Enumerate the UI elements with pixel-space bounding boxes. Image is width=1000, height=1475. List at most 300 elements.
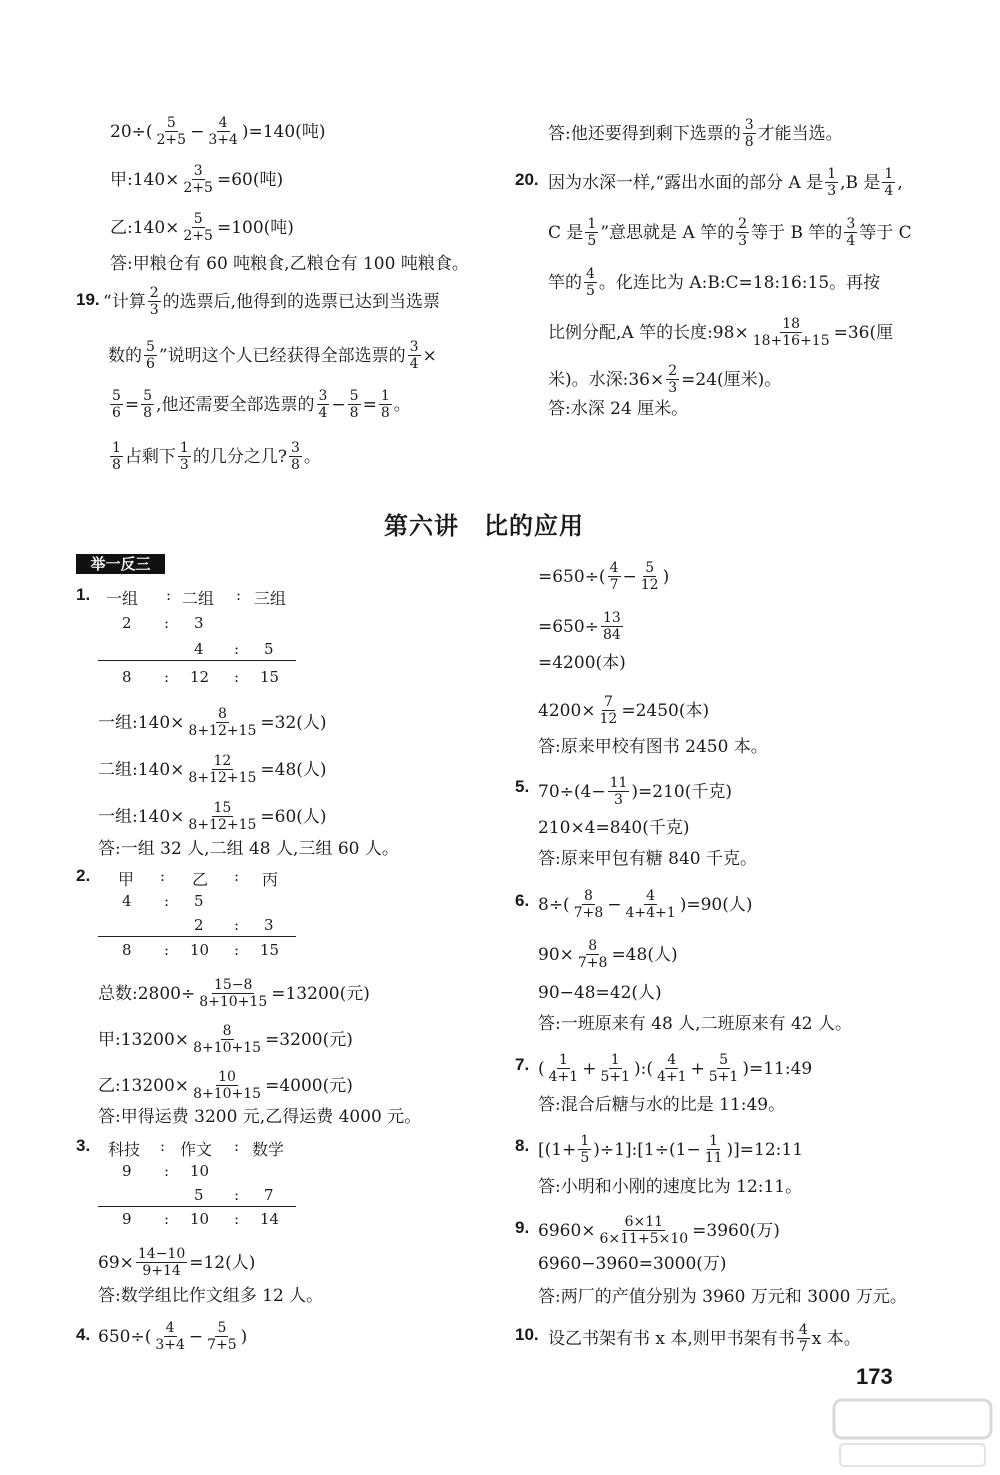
ratio-cell: : bbox=[234, 1186, 240, 1204]
fraction bbox=[191, 1023, 263, 1056]
ratio-cell: : bbox=[164, 1210, 170, 1228]
expr-text: “计算 bbox=[103, 291, 146, 312]
calc-line: 6960−3960=3000(万) bbox=[538, 1254, 727, 1274]
expr-text: − bbox=[331, 394, 346, 415]
expr-text: =2450(本) bbox=[621, 700, 710, 721]
ratio-cell: 15 bbox=[260, 941, 280, 959]
fraction bbox=[751, 316, 832, 349]
expr-text: 乙:140× bbox=[110, 217, 180, 238]
ratio-header: 作文 bbox=[180, 1140, 213, 1159]
denominator: 5 bbox=[580, 1150, 590, 1166]
question-number: 8. bbox=[515, 1136, 530, 1155]
ratio-colon: : bbox=[234, 867, 240, 885]
fraction bbox=[572, 888, 606, 921]
calc-line: 210×4=840(千克) bbox=[538, 818, 690, 838]
expr-text: 4200× bbox=[538, 700, 596, 721]
denominator: 8 bbox=[349, 405, 359, 421]
q20-line-5 bbox=[548, 363, 781, 396]
numerator: 3 bbox=[744, 117, 754, 133]
fraction bbox=[191, 1069, 263, 1102]
ratio-colon: : bbox=[234, 1137, 240, 1155]
fraction bbox=[608, 775, 630, 808]
expr-text: 答:他还要得到剩下选票的 bbox=[548, 123, 741, 144]
denominator: 8 bbox=[143, 405, 153, 421]
numerator: 1 bbox=[587, 216, 597, 232]
numerator: 18 bbox=[782, 316, 801, 332]
fraction bbox=[601, 610, 623, 643]
expr-text: [(1+ bbox=[538, 1139, 577, 1160]
ratio-cell: 7 bbox=[264, 1186, 274, 1204]
answer-line: 答:数学组比作文组多 12 人。 bbox=[98, 1286, 324, 1306]
fraction bbox=[181, 163, 215, 196]
ratio-cell: 3 bbox=[264, 916, 274, 934]
fraction bbox=[584, 266, 597, 299]
ratio-header: 乙 bbox=[192, 870, 209, 889]
expr-text: =48(人) bbox=[611, 944, 678, 965]
fraction bbox=[624, 888, 678, 921]
calc-line bbox=[548, 1322, 861, 1355]
q19-line-2 bbox=[108, 339, 437, 372]
ratio-header: 一组 bbox=[106, 589, 139, 608]
answer-line: 答:甲粮仓有 60 吨粮食,乙粮仓有 100 吨粮食。 bbox=[110, 254, 469, 274]
ratio-cell: 8 bbox=[122, 668, 132, 686]
denominator: 7 bbox=[798, 1339, 808, 1355]
denominator: 12 bbox=[599, 711, 618, 727]
q19-line-1 bbox=[103, 285, 440, 318]
fraction bbox=[186, 706, 258, 739]
calc-line: 90−48=42(人) bbox=[538, 983, 662, 1003]
denominator: 2+5 bbox=[183, 228, 213, 244]
ratio-cell: : bbox=[164, 668, 170, 686]
ratio-cell: 14 bbox=[260, 1210, 280, 1228]
numerator: 3 bbox=[318, 388, 328, 404]
fraction bbox=[655, 1052, 689, 1085]
ratio-cell: : bbox=[234, 640, 240, 658]
fraction bbox=[136, 1246, 187, 1279]
numerator: 2 bbox=[149, 285, 159, 301]
fraction bbox=[576, 938, 610, 971]
numerator: 8 bbox=[222, 1023, 232, 1039]
expr-text: )=11:49 bbox=[742, 1058, 813, 1079]
calc-line bbox=[98, 1246, 255, 1279]
expr-text: )=140(吨) bbox=[241, 121, 326, 142]
fraction bbox=[141, 388, 154, 421]
expr-text: 20÷( bbox=[110, 121, 153, 142]
calc-line bbox=[98, 706, 327, 739]
fraction bbox=[110, 388, 123, 421]
numerator: 7 bbox=[603, 694, 613, 710]
denominator: 5 bbox=[586, 283, 595, 299]
numerator: 5 bbox=[719, 1052, 729, 1068]
fraction bbox=[578, 1133, 591, 1166]
fraction bbox=[379, 388, 392, 421]
ratio-cell: : bbox=[234, 1210, 240, 1228]
expr-text: − bbox=[188, 1326, 204, 1347]
denominator: 8+12+15 bbox=[188, 770, 257, 786]
denominator: 7+8 bbox=[573, 905, 604, 921]
expr-text: )]=12:11 bbox=[726, 1139, 804, 1160]
denominator: 8+12+15 bbox=[188, 817, 257, 833]
expr-text: =24(厘米)。 bbox=[681, 369, 782, 390]
numerator: 5 bbox=[146, 339, 155, 355]
ratio-cell: 5 bbox=[264, 640, 274, 658]
expr-text: 8÷( bbox=[538, 894, 570, 915]
fraction bbox=[186, 753, 258, 786]
denominator: 3 bbox=[668, 380, 678, 396]
fraction bbox=[703, 1133, 725, 1166]
numerator: 1 bbox=[709, 1133, 719, 1149]
question-number: 1. bbox=[76, 585, 91, 604]
denominator: 5+1 bbox=[600, 1069, 630, 1085]
denominator: 4 bbox=[318, 405, 328, 421]
expr-text: + bbox=[582, 1058, 597, 1079]
ratio-cell: 5 bbox=[194, 892, 204, 910]
ratio-cell: 12 bbox=[190, 668, 210, 686]
denominator: 4 bbox=[409, 356, 419, 372]
fraction bbox=[743, 117, 756, 150]
ratio-rule bbox=[98, 1206, 296, 1207]
denominator: 3 bbox=[738, 233, 748, 249]
fraction bbox=[598, 1052, 632, 1085]
expr-text: 一组:140× bbox=[98, 712, 185, 733]
numerator: 4 bbox=[798, 1322, 808, 1338]
fraction bbox=[110, 440, 123, 473]
denominator: 8 bbox=[380, 405, 390, 421]
denominator: 5+1 bbox=[708, 1069, 739, 1085]
calc-line bbox=[98, 1069, 353, 1102]
denominator: 5 bbox=[587, 233, 597, 249]
ratio-cell: : bbox=[164, 1162, 170, 1180]
numerator: 1 bbox=[580, 1133, 590, 1149]
calc-line bbox=[538, 1052, 812, 1085]
expr-text: 70÷(4− bbox=[538, 781, 606, 802]
expr-text: ) bbox=[662, 566, 670, 587]
fraction bbox=[148, 285, 161, 318]
numerator: 5 bbox=[193, 211, 203, 227]
answer-line: 答:两厂的产值分别为 3960 万元和 3000 万元。 bbox=[538, 1287, 907, 1307]
fraction bbox=[408, 339, 421, 372]
numerator: 6×11 bbox=[624, 1214, 664, 1230]
expr-text: =36(厘 bbox=[833, 322, 894, 343]
fraction bbox=[598, 694, 620, 727]
expr-text: ,他还需要全部选票的 bbox=[156, 394, 315, 415]
numerator: 13 bbox=[602, 610, 621, 626]
expr-text: = bbox=[124, 394, 140, 415]
denominator: 4+4+1 bbox=[625, 905, 676, 921]
expr-text: 90× bbox=[538, 944, 574, 965]
expr-text: 的选票后,他得到的选票已达到当选票 bbox=[162, 291, 441, 312]
expr-text: = bbox=[362, 394, 377, 415]
ratio-header: 甲 bbox=[118, 870, 135, 889]
numerator: 2 bbox=[738, 216, 748, 232]
ratio-colon: : bbox=[236, 586, 242, 604]
ratio-cell: : bbox=[164, 892, 170, 910]
fraction bbox=[289, 440, 302, 473]
ratio-header: 丙 bbox=[262, 870, 279, 889]
ratio-cell: 2 bbox=[194, 916, 204, 934]
numerator: 4 bbox=[218, 115, 228, 131]
calc-line bbox=[538, 1214, 780, 1247]
expr-text: 。 bbox=[393, 394, 411, 415]
expr-text: ,B 是 bbox=[840, 172, 881, 193]
numerator: 8 bbox=[584, 888, 593, 904]
expr-text: 。 bbox=[303, 446, 321, 467]
answer-line: 答:甲得运费 3200 元,乙得运费 4000 元。 bbox=[98, 1107, 422, 1127]
expr-text: =4000(元) bbox=[265, 1075, 353, 1096]
fraction bbox=[547, 1052, 581, 1085]
denominator: 8 bbox=[112, 457, 121, 473]
expr-text: )=210(千克) bbox=[631, 781, 732, 802]
numerator: 3 bbox=[193, 163, 203, 179]
expr-text: 。化连比为 A:B:C=18:16:15。再按 bbox=[598, 272, 881, 293]
expr-text: ”意思就是 A 竿的 bbox=[600, 222, 735, 243]
expr-text: × bbox=[422, 345, 437, 366]
expr-text: 二组:140× bbox=[98, 759, 185, 780]
expr-text: 6960× bbox=[538, 1220, 596, 1241]
ratio-colon: : bbox=[160, 867, 166, 885]
answer-line bbox=[548, 117, 843, 150]
calc-line bbox=[98, 1023, 353, 1056]
denominator: 8+10+15 bbox=[193, 1040, 262, 1056]
fraction bbox=[608, 560, 621, 593]
numerator: 8 bbox=[217, 706, 227, 722]
expr-text: − bbox=[607, 894, 622, 915]
calc-line bbox=[538, 1133, 803, 1166]
expr-text: 米)。水深:36× bbox=[548, 369, 665, 390]
calc-line bbox=[98, 977, 370, 1010]
fraction bbox=[155, 115, 189, 148]
fraction bbox=[144, 339, 157, 372]
ratio-cell: 9 bbox=[122, 1162, 132, 1180]
ratio-cell: 10 bbox=[190, 941, 210, 959]
expr-text: =3200(元) bbox=[265, 1029, 353, 1050]
denominator: 3 bbox=[179, 457, 189, 473]
expr-text: 占剩下 bbox=[124, 446, 176, 467]
answer-line: 答:一组 32 人,二组 48 人,三组 60 人。 bbox=[98, 839, 399, 859]
expr-text: 等于 C bbox=[859, 222, 912, 243]
denominator: 3+4 bbox=[208, 132, 238, 148]
answer-line: 答:混合后糖与水的比是 11:49。 bbox=[538, 1095, 786, 1115]
numerator: 5 bbox=[166, 115, 176, 131]
numerator: 4 bbox=[586, 266, 595, 282]
expr-text: 乙:13200× bbox=[98, 1075, 190, 1096]
question-number: 19. bbox=[76, 290, 100, 309]
fraction bbox=[736, 216, 749, 249]
numerator: 1 bbox=[380, 388, 390, 404]
ratio-cell: 4 bbox=[122, 892, 132, 910]
calc-line bbox=[110, 163, 283, 196]
expr-text: 甲:13200× bbox=[98, 1029, 190, 1050]
question-number: 10. bbox=[515, 1325, 539, 1344]
ratio-cell: : bbox=[234, 668, 240, 686]
answer-line: 答:水深 24 厘米。 bbox=[548, 399, 689, 419]
expr-text: x 本。 bbox=[811, 1328, 861, 1349]
fraction bbox=[205, 1320, 239, 1353]
ratio-cell: 10 bbox=[190, 1162, 210, 1180]
numerator: 3 bbox=[846, 216, 856, 232]
denominator: 12 bbox=[640, 577, 659, 593]
expr-text: =650÷( bbox=[538, 566, 606, 587]
expr-text: =48(人) bbox=[260, 759, 327, 780]
ratio-cell: 4 bbox=[194, 640, 204, 658]
numerator: 5 bbox=[217, 1320, 227, 1336]
q20-line-4 bbox=[548, 316, 893, 349]
numerator: 10 bbox=[218, 1069, 236, 1085]
expr-text: + bbox=[690, 1058, 705, 1079]
denominator: 4+1 bbox=[548, 1069, 579, 1085]
numerator: 14−10 bbox=[137, 1246, 186, 1262]
numerator: 1 bbox=[827, 166, 837, 182]
fraction bbox=[598, 1214, 691, 1247]
expr-text: )÷1]:[1÷(1− bbox=[593, 1139, 701, 1160]
fraction bbox=[639, 560, 661, 593]
fraction bbox=[197, 977, 269, 1010]
answer-line: 答:原来甲校有图书 2450 本。 bbox=[538, 737, 768, 757]
expr-text: 650÷( bbox=[98, 1326, 152, 1347]
numerator: 1 bbox=[558, 1052, 568, 1068]
question-number: 7. bbox=[515, 1055, 530, 1074]
denominator: 4 bbox=[884, 183, 894, 199]
ratio-cell: : bbox=[234, 916, 240, 934]
question-number: 4. bbox=[76, 1325, 91, 1344]
calc-line bbox=[98, 753, 327, 786]
page-number: 173 bbox=[856, 1364, 893, 1389]
expr-text: =3960(万) bbox=[692, 1220, 780, 1241]
calc-line bbox=[538, 560, 669, 593]
denominator: 2+5 bbox=[156, 132, 187, 148]
answer-line: 答:小明和小刚的速度比为 12:11。 bbox=[538, 1177, 803, 1197]
numerator: 5 bbox=[143, 388, 153, 404]
expr-text: 一组:140× bbox=[98, 806, 185, 827]
fraction bbox=[882, 166, 895, 199]
q19-line-3 bbox=[108, 388, 411, 421]
denominator: 3 bbox=[149, 302, 159, 318]
calc-line bbox=[98, 800, 327, 833]
denominator: 6×11+5×10 bbox=[599, 1231, 689, 1247]
ratio-cell: 2 bbox=[122, 614, 132, 632]
expr-text: C 是 bbox=[548, 222, 584, 243]
numerator: 5 bbox=[349, 388, 359, 404]
numerator: 11 bbox=[609, 775, 628, 791]
ratio-cell: 5 bbox=[194, 1186, 204, 1204]
calc-line bbox=[538, 888, 752, 921]
denominator: 8+10+15 bbox=[193, 1086, 262, 1102]
answer-line: 答:一班原来有 48 人,二班原来有 42 人。 bbox=[538, 1014, 853, 1034]
denominator: 3+4 bbox=[155, 1337, 185, 1353]
ratio-header: 科技 bbox=[108, 1140, 141, 1159]
q20-line-3 bbox=[548, 266, 880, 299]
numerator: 5 bbox=[645, 560, 655, 576]
watermark-logo-icon bbox=[830, 1398, 995, 1470]
answer-line: 答:原来甲包有糖 840 千克。 bbox=[538, 849, 757, 869]
numerator: 2 bbox=[668, 363, 678, 379]
calc-line bbox=[538, 610, 625, 643]
denominator: 7 bbox=[609, 577, 619, 593]
q20-line-2 bbox=[548, 216, 912, 249]
denominator: 3 bbox=[614, 792, 623, 808]
fraction bbox=[825, 166, 838, 199]
fraction bbox=[186, 800, 258, 833]
numerator: 8 bbox=[588, 938, 598, 954]
expr-text: =13200(元) bbox=[271, 983, 370, 1004]
denominator: 8 bbox=[290, 457, 300, 473]
ratio-cell: : bbox=[164, 941, 170, 959]
fraction bbox=[317, 388, 330, 421]
denominator: 6 bbox=[146, 356, 155, 372]
fraction bbox=[181, 211, 215, 244]
calc-line bbox=[110, 211, 294, 244]
q20-line-1 bbox=[548, 166, 903, 199]
numerator: 4 bbox=[165, 1320, 175, 1336]
calc-line bbox=[110, 115, 325, 148]
denominator: 4+1 bbox=[656, 1069, 687, 1085]
ratio-cell: 8 bbox=[122, 941, 132, 959]
denominator: 9+14 bbox=[142, 1263, 181, 1279]
denominator: 8+10+15 bbox=[199, 994, 268, 1010]
expr-text: 的几分之几? bbox=[192, 446, 287, 467]
ratio-colon: : bbox=[166, 586, 172, 604]
fraction bbox=[707, 1052, 741, 1085]
ratio-colon: : bbox=[160, 1137, 166, 1155]
calc-line: =4200(本) bbox=[538, 653, 626, 673]
numerator: 4 bbox=[646, 888, 656, 904]
denominator: 2+5 bbox=[183, 180, 213, 196]
expr-text: 设乙书架有书 x 本,则甲书架有书 bbox=[548, 1328, 795, 1349]
expr-text: =12(人) bbox=[189, 1252, 256, 1273]
numerator: 5 bbox=[112, 388, 121, 404]
expr-text: 数的 bbox=[108, 345, 142, 366]
question-number: 2. bbox=[76, 866, 91, 885]
denominator: 8+12+15 bbox=[188, 723, 257, 739]
numerator: 15−8 bbox=[214, 977, 253, 993]
numerator: 4 bbox=[667, 1052, 677, 1068]
expr-text: − bbox=[190, 121, 205, 142]
expr-text: 比例分配,A 竿的长度:98× bbox=[548, 322, 749, 343]
expr-text: ( bbox=[538, 1058, 545, 1079]
ratio-cell: : bbox=[234, 941, 240, 959]
expr-text: ):( bbox=[633, 1058, 653, 1079]
numerator: 12 bbox=[213, 753, 232, 769]
expr-text: − bbox=[622, 566, 637, 587]
question-number: 9. bbox=[515, 1218, 530, 1237]
denominator: 84 bbox=[602, 627, 621, 643]
expr-text: , bbox=[897, 172, 903, 193]
question-number: 3. bbox=[76, 1136, 91, 1155]
ratio-cell: 15 bbox=[260, 668, 280, 686]
numerator: 15 bbox=[213, 800, 232, 816]
expr-text: 才能当选。 bbox=[757, 123, 843, 144]
denominator: 8 bbox=[744, 134, 754, 150]
calc-line bbox=[538, 938, 678, 971]
expr-text: =100(吨) bbox=[216, 217, 294, 238]
expr-text: 因为水深一样,“露出水面的部分 A 是 bbox=[548, 172, 824, 193]
numerator: 4 bbox=[609, 560, 619, 576]
ratio-rule bbox=[98, 936, 296, 937]
section-badge: 举一反三 bbox=[76, 554, 165, 574]
expr-text: 甲:140× bbox=[110, 169, 180, 190]
fraction bbox=[797, 1322, 810, 1355]
expr-text: ”说明这个人已经获得全部选票的 bbox=[158, 345, 406, 366]
ratio-header: 二组 bbox=[182, 589, 215, 608]
denominator: 18+16+15 bbox=[752, 333, 830, 349]
expr-text: )=90(人) bbox=[679, 894, 753, 915]
calc-line bbox=[538, 775, 732, 808]
denominator: 7+5 bbox=[207, 1337, 237, 1353]
fraction bbox=[348, 388, 361, 421]
numerator: 1 bbox=[610, 1052, 620, 1068]
numerator: 3 bbox=[290, 440, 300, 456]
question-number: 20. bbox=[515, 170, 539, 189]
